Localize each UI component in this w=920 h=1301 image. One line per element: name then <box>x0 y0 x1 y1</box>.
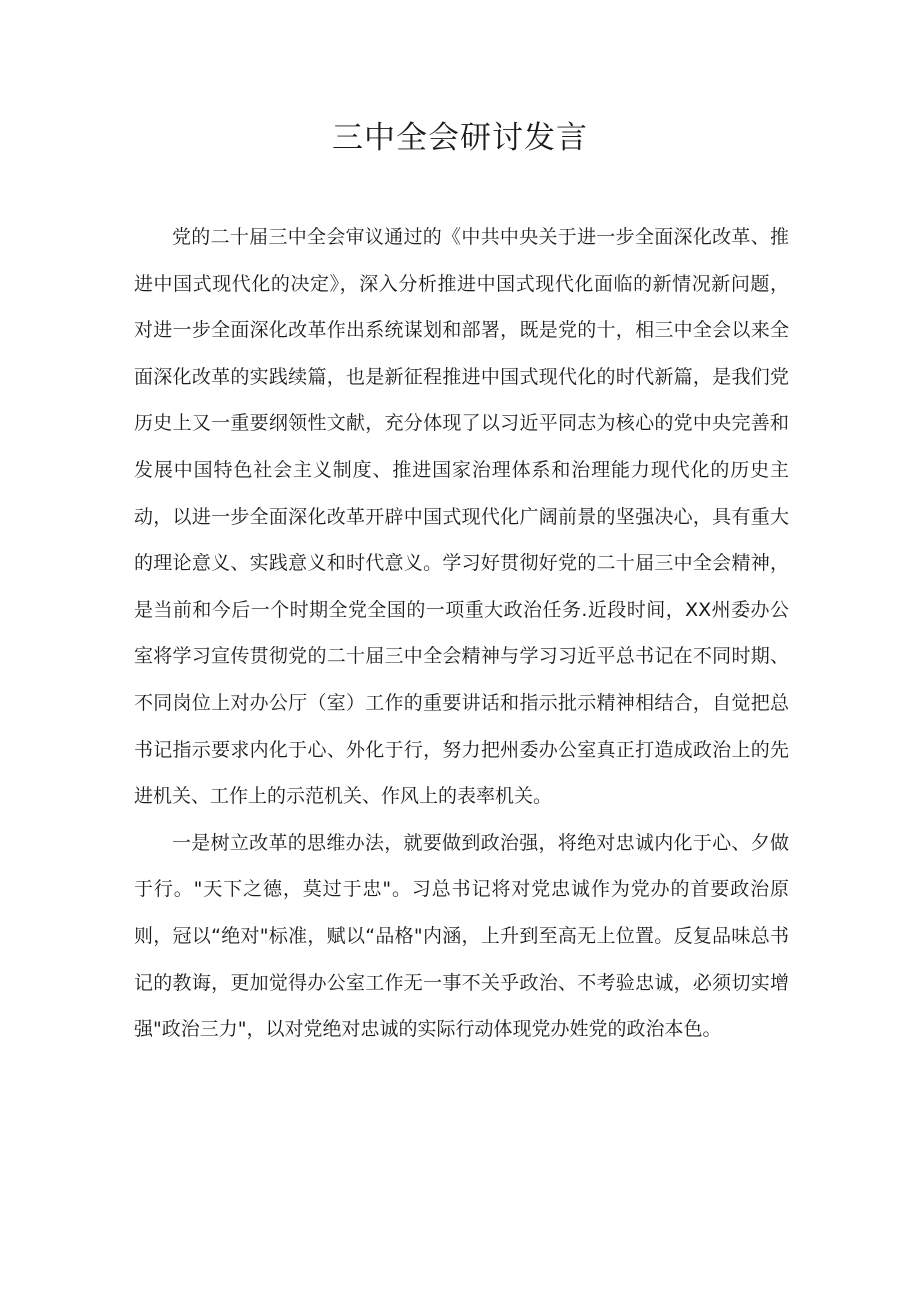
paragraph-1: 党的二十届三中全会审议通过的《中共中央关于进一步全面深化改革、推进中国式现代化的决定》，深入分析推进中国式现代化面临的新情况新问题，对进一步全面深化改革作出系统谋划和部署，既是党的十，相三中全会以来全面深化改革的实践续篇，也是新征程推进中国式现代化的时代新篇，是我们党历史上又一重要纲领性文献，充分体现了以习近平同志为核心的党中央完善和发展中国特色社会主义制度、推进国家治理体系和治理能力现代化的历史主动，以进一步全面深化改革开辟中国式现代化广阔前景的坚强决心，具有重大的理论意义、实践意义和时代意义。学习好贯彻好党的二十届三中全会精神，是当前和今后一个时期全党全国的一项重大政治任务.近段时间，XX州委办公室将学习宣传贯彻党的二十届三中全会精神与学习习近平总书记在不同时期、不同岗位上对办公厅（室）工作的重要讲话和指示批示精神相结合，自觉把总书记指示要求内化于心、外化于行，努力把州委办公室真正打造成政治上的先进机关、工作上的示范机关、作风上的表率机关。 <box>134 226 789 808</box>
document-title: 三中全会研讨发言 <box>332 120 588 156</box>
document-body <box>134 214 789 1053</box>
paragraph-2: 一是树立改革的思维办法，就要做到政治强，将绝对忠诚内化于心、夕做于行。"天下之德，莫过于忠"。习总书记将对党忠诚作为党办的首要政治原则，冠以“绝对"标准，赋以“品格"内涵，上升到至高无上位置。反复品味总书记的教诲，更加觉得办公室工作无一事不关乎政治、不考验忠诚，必须切实增强"政治三力"，以对党绝对忠诚的实际行动体现党办姓党的政治本色。 <box>134 831 789 1041</box>
